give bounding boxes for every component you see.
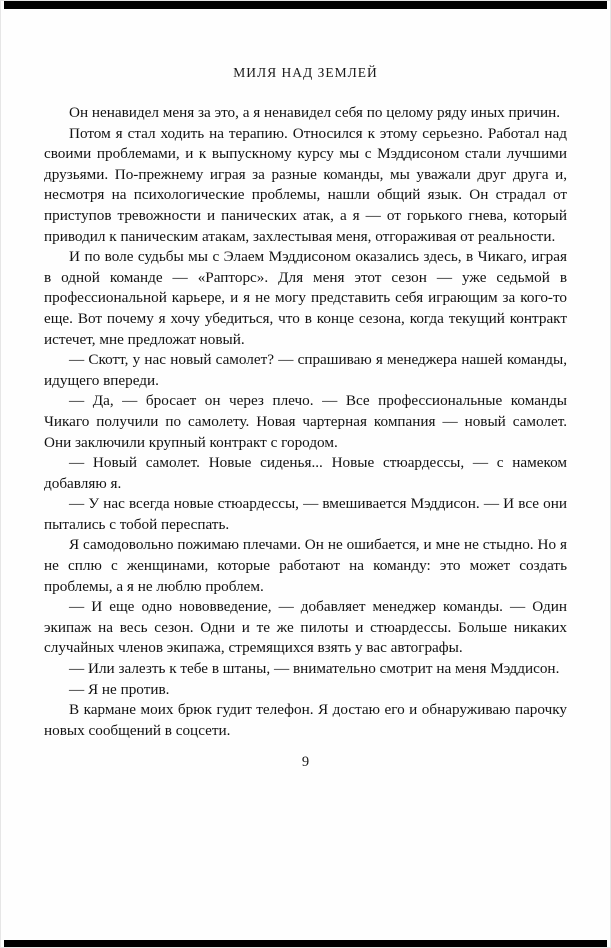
paragraph: Он ненавидел меня за это, а я ненавидел себя по целому ряду иных причин. — [69, 104, 561, 121]
paragraph: — Я не против. — [69, 680, 170, 698]
paragraph: И по воле судьбы мы с Элаем Мэддисоном оказались здесь, в Чикаго, играя в одной команде — «Рапторс». Для меня этот сезон — уже седьмой в профессиональной карьере, и я не могу представить себя играющим за кого-то еще. Вот почему я хочу убедиться, что в конце сезона, когда текущий контракт истечет, мне предложат новый. — [44, 248, 567, 348]
paragraph: Я самодовольно пожимаю плечами. Он не ошибается, и мне не стыдно. Но я не сплю с женщинами, которые работают на команду: это может создать проблемы, а я не люблю проблем. — [44, 536, 567, 595]
paragraph: В кармане моих брюк гудит телефон. Я достаю его и обнаруживаю парочку новых сообщений в соцсети. — [44, 701, 567, 739]
paragraph: — У нас всегда новые стюардессы, — вмешивается Мэддисон. — И все они пытались с тобой переспать. — [44, 495, 567, 533]
body-text — [44, 103, 567, 741]
page-number: 9 — [301, 754, 310, 771]
page-content — [44, 1, 567, 771]
bottom-border-bar — [4, 940, 607, 947]
paragraph: — Скотт, у нас новый самолет? — спрашиваю я менеджера нашей команды, идущего впереди. — [44, 351, 567, 389]
paragraph: — Да, — бросает он через плечо. — Все профессиональные команды Чикаго получили по самолету. Новая чартерная компания — новый самолет. Они заключили крупный контракт с городом. — [44, 392, 567, 451]
paragraph: — Новый самолет. Новые сиденья... Новые стюардессы, — с намеком добавляю я. — [44, 454, 567, 492]
paragraph: Потом я стал ходить на терапию. Относился к этому серьезно. Работал над своими проблемами, и к выпускному курсу мы с Мэддисоном стали лучшими друзьями. По-прежнему играя за разные команды, мы уважали друг друга и, несмотря на психологические проблемы, нашли общий язык. Он страдал от приступов тревожности и панических атак, а я — от горького гнева, который приводил к паническим атакам, захлестывая меня, отгораживая от реальности. — [44, 124, 567, 245]
running-head: МИЛЯ НАД ЗЕМЛЕЙ — [233, 65, 378, 80]
paragraph: — И еще одно нововведение, — добавляет менеджер команды. — Один экипаж на весь сезон. Одни и те же пилоты и стюардессы. Больше никаких случайных членов экипажа, стремящихся взять у вас автографы. — [44, 598, 567, 657]
paragraph: — Или залезть к тебе в штаны, — внимательно смотрит на меня Мэддисон. — [69, 660, 560, 678]
